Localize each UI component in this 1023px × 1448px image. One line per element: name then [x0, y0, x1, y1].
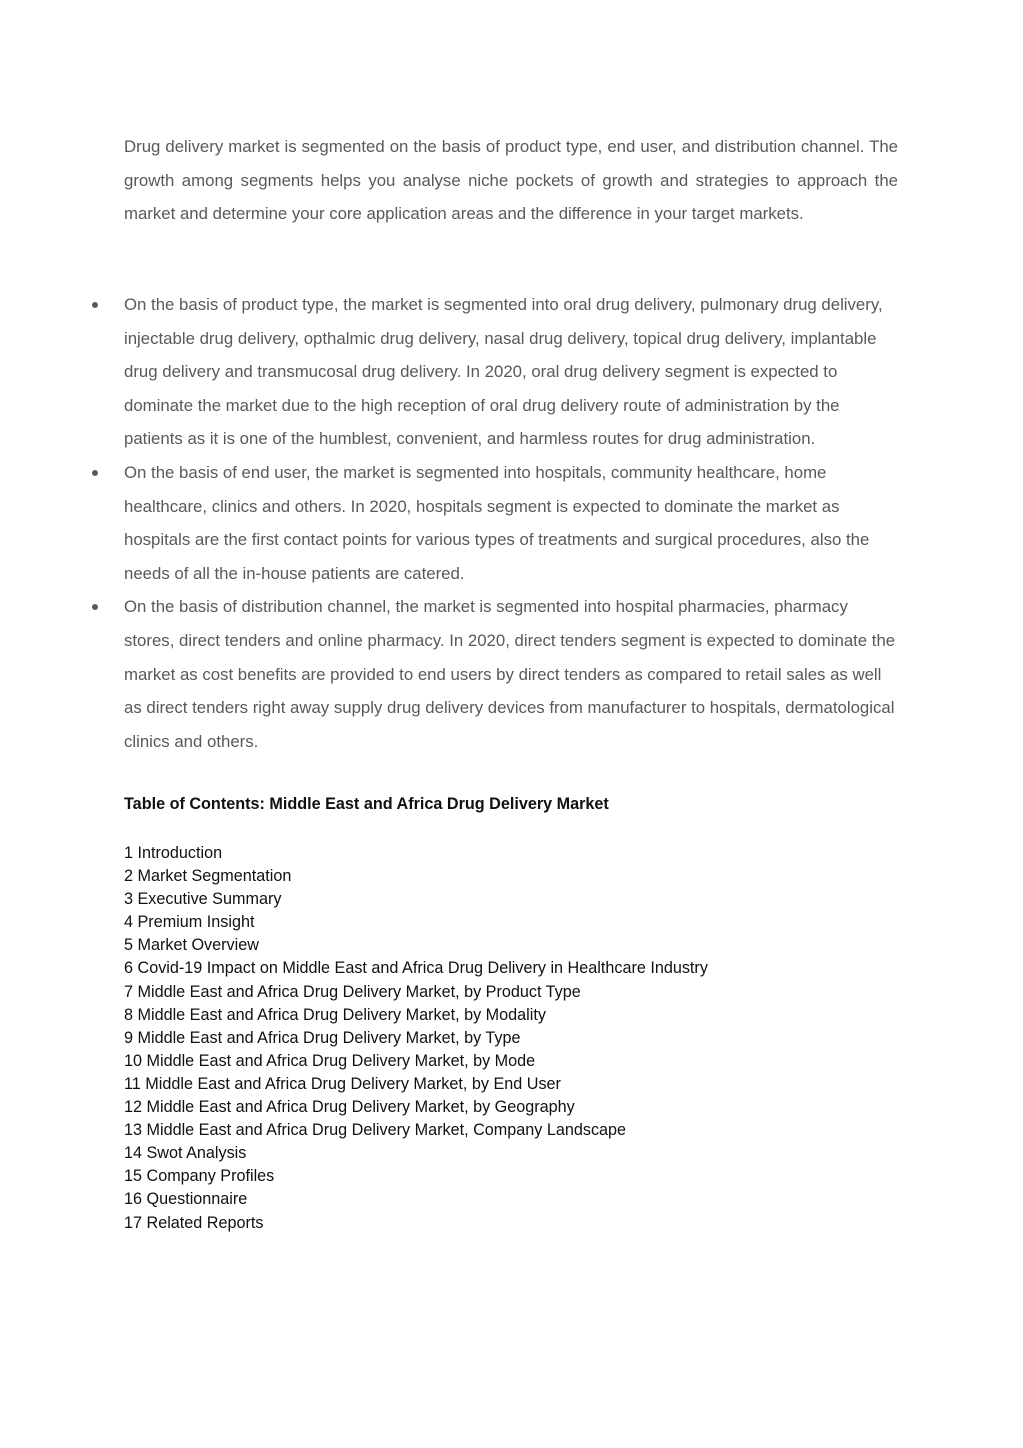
bullet-text: On the basis of distribution channel, the market is segmented into hospital pharmacies, pharmacy stores, direct tenders and online pharmacy. In 2020, direct tenders segment is expected to dominate the market as cost benefits are provided to end users by direct tenders as compared to retail sales as well as direct tenders right away supply drug delivery devices from manufacturer to hospitals, dermatological clinics and others.: [124, 597, 896, 751]
bullet-item-distribution-channel: [0, 590, 902, 758]
bullet-icon: [92, 302, 98, 308]
bullet-text: On the basis of product type, the market is segmented into oral drug delivery, pulmonary drug delivery, injectable drug delivery, opthalmic drug delivery, nasal drug delivery, topical drug delivery, implantable drug delivery and transmucosal drug delivery. In 2020, oral drug delivery segment is expected to dominate the market due to the high reception of oral drug delivery route of administration by the patients as it is one of the humblest, convenient, and harmless routes for drug administration.: [124, 295, 883, 449]
toc-item: 12 Middle East and Africa Drug Delivery Market, by Geography: [124, 1098, 575, 1117]
toc-item: 8 Middle East and Africa Drug Delivery Market, by Modality: [124, 1005, 546, 1024]
toc-item: 16 Questionnaire: [124, 1190, 248, 1209]
toc-item: 17 Related Reports: [124, 1213, 264, 1232]
toc-item: 9 Middle East and Africa Drug Delivery Market, by Type: [124, 1028, 521, 1047]
toc-list: [124, 842, 708, 1235]
intro-paragraph: Drug delivery market is segmented on the basis of product type, end user, and distribution channel. The growth among segments helps you analyse niche pockets of growth and strategies to approach the market and determine your core application areas and the difference in your target markets.: [124, 137, 898, 224]
toc-item: 15 Company Profiles: [124, 1167, 275, 1186]
toc-item: 7 Middle East and Africa Drug Delivery Market, by Product Type: [124, 982, 581, 1001]
toc-title: Table of Contents: Middle East and Africa Drug Delivery Market: [124, 795, 609, 813]
toc-item: 14 Swot Analysis: [124, 1144, 247, 1163]
segmentation-bullet-list: [0, 288, 1023, 758]
bullet-item-end-user: [0, 456, 902, 590]
toc-item: 2 Market Segmentation: [124, 867, 292, 886]
toc-item: 11 Middle East and Africa Drug Delivery Market, by End User: [124, 1074, 561, 1093]
toc-item: 1 Introduction: [124, 844, 223, 862]
bullet-icon: [92, 470, 98, 476]
bullet-text: On the basis of end user, the market is segmented into hospitals, community healthcare, home healthcare, clinics and others. In 2020, hospitals segment is expected to dominate the market as hospitals are the first contact points for various types of treatments and surgical procedures, also the needs of all the in-house patients are catered.: [124, 462, 870, 583]
toc-item: 3 Executive Summary: [124, 890, 282, 909]
toc-item: 10 Middle East and Africa Drug Delivery Market, by Mode: [124, 1051, 536, 1070]
toc-item: 13 Middle East and Africa Drug Delivery Market, Company Landscape: [124, 1121, 627, 1140]
toc-item: 4 Premium Insight: [124, 913, 255, 932]
toc-item: 5 Market Overview: [124, 936, 259, 955]
bullet-item-product-type: [0, 288, 902, 456]
toc-item: 6 Covid-19 Impact on Middle East and Africa Drug Delivery in Healthcare Industry: [124, 959, 708, 978]
bullet-icon: [92, 604, 98, 610]
